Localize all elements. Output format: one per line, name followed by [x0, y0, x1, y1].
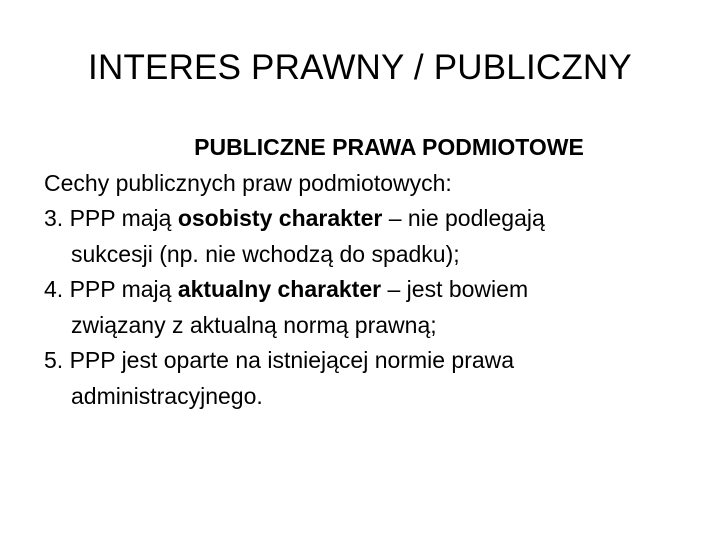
list-item — [44, 272, 684, 343]
slide-subtitle: PUBLICZNE PRAWA PODMIOTOWE — [194, 134, 584, 160]
slide-content — [44, 130, 684, 414]
item-tail: – jest bowiem — [381, 276, 529, 302]
item-continuation: administracyjnego. — [71, 382, 263, 409]
item-tail: – nie podlegają — [382, 205, 545, 231]
slide-title: INTERES PRAWNY / PUBLICZNY — [88, 48, 632, 87]
list-item — [44, 343, 684, 414]
item-bold: osobisty charakter — [177, 205, 383, 231]
intro-text: Cechy publicznych praw podmiotowych: — [44, 169, 452, 196]
item-continuation: związany z aktualną normą prawną; — [71, 311, 437, 338]
item-lead: 5. PPP jest oparte na istniejącej normie prawa — [44, 347, 515, 373]
list-item — [44, 201, 684, 272]
item-bold: aktualny charakter — [177, 276, 382, 302]
item-lead: 4. PPP mają — [44, 276, 178, 302]
item-lead: 3. PPP mają — [44, 205, 178, 231]
item-continuation: sukcesji (np. nie wchodzą do spadku); — [71, 240, 460, 267]
